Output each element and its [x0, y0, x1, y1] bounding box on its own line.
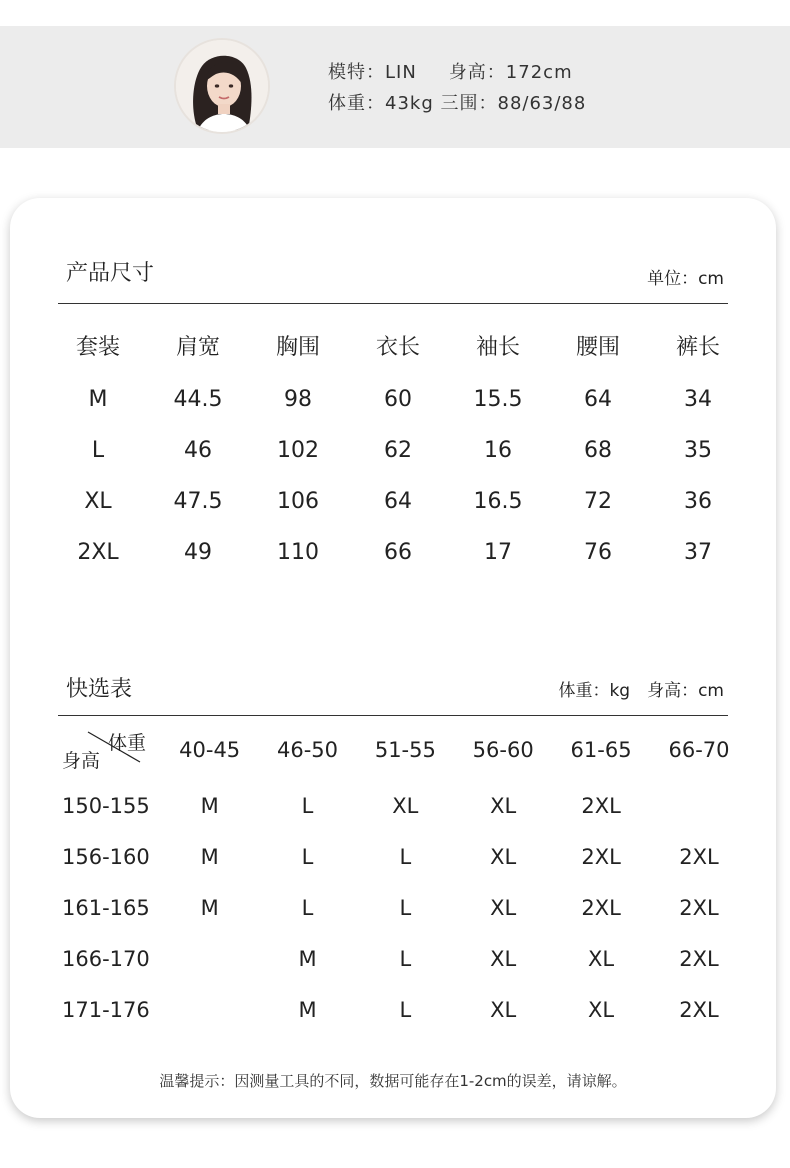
table-cell: M: [298, 997, 317, 1022]
size-header-cell: 袖长: [475, 334, 520, 360]
size-chart-card: [10, 198, 776, 1118]
size-table-header-row: [48, 316, 748, 374]
table-cell: 2XL: [679, 997, 719, 1022]
height-range-cell: 171-176: [62, 997, 150, 1022]
weight-range-header: 56-60: [472, 738, 534, 762]
model-weight: 体重：43kg: [328, 93, 434, 114]
table-cell: L: [301, 895, 314, 920]
table-cell: XL: [490, 946, 517, 971]
table-row: [48, 882, 748, 933]
table-cell: 60: [384, 387, 412, 412]
table-cell: 49: [184, 540, 212, 565]
table-cell: 110: [277, 540, 319, 565]
table-cell: L: [399, 946, 412, 971]
size-header-cell: 肩宽: [175, 334, 220, 360]
model-avatar: [174, 38, 270, 134]
table-cell: 2XL: [679, 844, 719, 869]
size-table: [48, 316, 748, 578]
table-cell: XL: [490, 844, 517, 869]
table-cell: 37: [684, 540, 712, 565]
corner-header-cell: [48, 720, 161, 780]
table-cell: 102: [277, 438, 319, 463]
table-cell: [650, 780, 748, 831]
table-row: [48, 780, 748, 831]
table-cell: L: [91, 438, 105, 463]
table-cell: M: [88, 387, 108, 412]
model-name: 模特：LIN: [328, 62, 417, 83]
size-section-divider: [58, 303, 728, 304]
table-row: [48, 933, 748, 984]
table-cell: L: [399, 997, 412, 1022]
table-cell: 72: [584, 489, 612, 514]
quick-section-unit: 体重：kg 身高：cm: [558, 681, 724, 701]
model-banner: [0, 26, 790, 148]
table-cell: 47.5: [173, 489, 223, 514]
size-section-title: 产品尺寸: [66, 261, 155, 286]
table-cell: 64: [384, 489, 412, 514]
table-cell: 64: [584, 387, 612, 412]
table-cell: 46: [184, 438, 212, 463]
height-range-cell: 166-170: [62, 946, 150, 971]
table-cell: XL: [490, 997, 517, 1022]
table-cell: 44.5: [173, 387, 223, 412]
weight-range-header: 51-55: [374, 738, 436, 762]
weight-range-header: 46-50: [276, 738, 339, 762]
table-row: [48, 527, 748, 578]
table-row: [48, 831, 748, 882]
table-cell: XL: [588, 946, 615, 971]
size-header-cell: 胸围: [275, 334, 320, 360]
table-row: [48, 425, 748, 476]
table-cell: M: [298, 946, 317, 971]
size-header-cell: 裤长: [675, 334, 720, 360]
quick-section-title: 快选表: [66, 677, 133, 702]
table-cell: 2XL: [581, 844, 621, 869]
model-portrait-icon: [176, 40, 270, 134]
model-measurements: 三围：88/63/88: [440, 93, 587, 114]
measurement-tip: 温馨提示：因测量工具的不同，数据可能存在1-2cm的误差，请谅解。: [159, 1072, 627, 1090]
table-cell: XL: [84, 489, 112, 514]
corner-weight-label: 体重: [108, 732, 147, 754]
table-cell: 68: [584, 438, 612, 463]
table-cell: XL: [392, 793, 419, 818]
table-cell: 2XL: [679, 946, 719, 971]
table-cell: XL: [490, 793, 517, 818]
table-cell: 17: [484, 540, 512, 565]
table-cell: M: [200, 844, 219, 869]
table-cell: L: [301, 793, 314, 818]
table-cell: M: [200, 793, 219, 818]
table-cell: 2XL: [77, 540, 119, 565]
table-cell: L: [399, 895, 412, 920]
height-range-cell: 161-165: [62, 895, 150, 920]
table-cell: 15.5: [473, 387, 523, 412]
height-range-cell: 150-155: [62, 793, 150, 818]
table-cell: M: [200, 895, 219, 920]
table-cell: L: [399, 844, 412, 869]
table-cell: 2XL: [581, 793, 621, 818]
corner-height-label: 身高: [62, 750, 101, 772]
table-cell: XL: [490, 895, 517, 920]
table-cell: 16.5: [473, 489, 523, 514]
quick-table-header-row: [48, 720, 748, 780]
table-row: [48, 984, 748, 1035]
table-cell: 98: [284, 387, 312, 412]
table-cell: L: [301, 844, 314, 869]
model-info: [328, 57, 586, 119]
table-cell: 16: [484, 438, 512, 463]
table-cell: 36: [684, 489, 712, 514]
table-cell: 66: [384, 540, 412, 565]
table-cell: [161, 933, 259, 984]
weight-range-header: 61-65: [570, 738, 632, 762]
quick-select-table: [48, 720, 748, 1035]
model-height: 身高：172cm: [448, 62, 573, 83]
diagonal-divider: [82, 730, 142, 764]
table-cell: 76: [584, 540, 612, 565]
table-row: [48, 476, 748, 527]
size-header-cell: 腰围: [575, 334, 620, 360]
table-cell: 2XL: [581, 895, 621, 920]
table-cell: 2XL: [679, 895, 719, 920]
table-cell: XL: [588, 997, 615, 1022]
quick-section-divider: [58, 715, 728, 716]
table-cell: 34: [684, 387, 712, 412]
table-cell: [161, 984, 259, 1035]
size-section-unit: 单位：cm: [647, 269, 724, 289]
height-range-cell: 156-160: [62, 844, 150, 869]
table-cell: 106: [277, 489, 319, 514]
weight-range-header: 40-45: [179, 738, 241, 762]
table-cell: 35: [684, 438, 712, 463]
size-header-cell: 套装: [75, 334, 120, 360]
table-row: [48, 374, 748, 425]
weight-range-header: 66-70: [668, 738, 730, 762]
size-header-cell: 衣长: [375, 334, 420, 360]
table-cell: 62: [384, 438, 412, 463]
